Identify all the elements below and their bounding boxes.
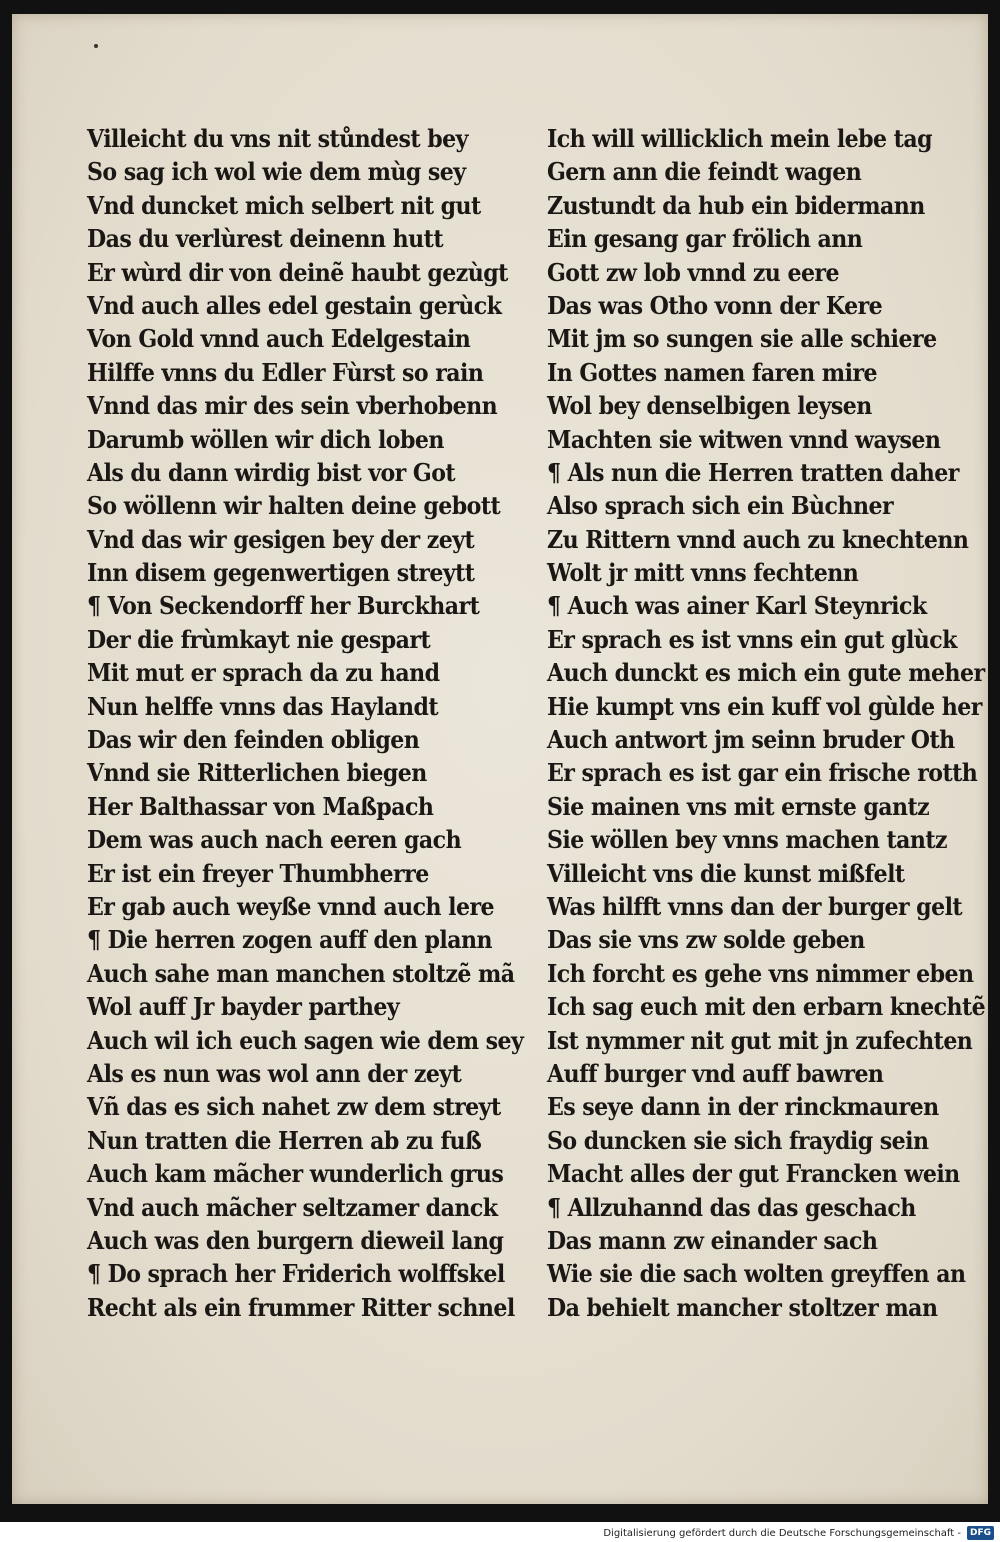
- text-line: Auch was den burgern dieweil lang: [87, 1225, 504, 1255]
- text-line: Vnnd das mir des sein vberhobenn: [87, 391, 498, 421]
- text-line: Das mann zw einander sach: [547, 1225, 878, 1255]
- text-line: ¶ Do sprach her Friderich wolffskel: [87, 1259, 505, 1289]
- text-line: Vnnd sie Ritterlichen biegen: [87, 758, 427, 788]
- text-line: Auch dunckt es mich ein gute meher: [547, 658, 985, 688]
- text-line: Auch kam mãcher wunderlich grus: [87, 1159, 504, 1189]
- text-line: Der die frùmkayt nie gespart: [87, 624, 431, 654]
- ink-speck: [94, 44, 98, 48]
- text-line: Von Gold vnnd auch Edelgestain: [87, 324, 471, 354]
- text-line: Mit mut er sprach da zu hand: [87, 658, 440, 688]
- text-line: Wolt jr mitt vnns fechtenn: [547, 558, 859, 588]
- text-line: Mit jm so sungen sie alle schiere: [547, 324, 937, 354]
- text-line: So wöllenn wir halten deine gebott: [87, 491, 501, 521]
- text-line: Vñ das es sich nahet zw dem streyt: [87, 1092, 501, 1122]
- text-line: Auff burger vnd auff bawren: [547, 1058, 884, 1088]
- text-line: Er sprach es ist gar ein frische rotth: [547, 758, 978, 788]
- text-line: Sie wöllen bey vnns machen tantz: [547, 825, 948, 855]
- text-line: Also sprach sich ein Bùchner: [547, 491, 894, 521]
- text-line: Was hilfft vnns dan der burger gelt: [547, 891, 963, 921]
- text-line: Ein gesang gar frölich ann: [547, 224, 863, 254]
- text-line: Machten sie witwen vnnd waysen: [547, 424, 941, 454]
- text-line: Sie mainen vns mit ernste gantz: [547, 791, 930, 821]
- text-line: In Gottes namen faren mire: [547, 357, 878, 387]
- text-line: Es seye dann in der rinckmauren: [547, 1092, 939, 1122]
- text-line: Da behielt mancher stoltzer man: [547, 1292, 938, 1322]
- text-line: Villeicht vns die kunst mißfelt: [547, 858, 905, 888]
- text-line: ¶ Als nun die Herren tratten daher: [547, 457, 959, 487]
- book-page: [12, 14, 988, 1504]
- text-line: Darumb wöllen wir dich loben: [87, 424, 444, 454]
- text-line: Ist nymmer nit gut mit jn zufechten: [547, 1025, 973, 1055]
- text-line: Her Balthassar von Maßpach: [87, 791, 434, 821]
- text-line: ¶ Allzuhannd das das geschach: [547, 1192, 916, 1222]
- text-line: Zu Rittern vnnd auch zu knechtenn: [547, 524, 969, 554]
- text-line: Nun helffe vnns das Haylandt: [87, 691, 439, 721]
- text-line: Wol bey denselbigen leysen: [547, 391, 872, 421]
- funding-credit: Digitalisierung gefördert durch die Deutsche Forschungsgemeinschaft -: [603, 1527, 961, 1539]
- text-line: Auch sahe man manchen stoltzẽ mã: [87, 958, 515, 988]
- text-line: Dem was auch nach eeren gach: [87, 825, 462, 855]
- text-line: Inn disem gegenwertigen streytt: [87, 558, 475, 588]
- text-line: Villeicht du vns nit stůndest bey: [87, 124, 468, 153]
- text-line: Das was Otho vonn der Kere: [547, 290, 883, 320]
- text-line: So sag ich wol wie dem mùg sey: [87, 157, 466, 187]
- right-text-column: [547, 122, 986, 1324]
- text-line: Hilffe vnns du Edler Fùrst so rain: [87, 357, 484, 387]
- text-line: Zustundt da hub ein bidermann: [547, 190, 925, 220]
- text-line: Auch wil ich euch sagen wie dem sey: [87, 1025, 524, 1055]
- text-line: Das wir den feinden obligen: [87, 725, 420, 755]
- text-line: Wie sie die sach wolten greyffen an: [547, 1259, 966, 1289]
- text-line: Er sprach es ist vnns ein gut glùck: [547, 624, 957, 654]
- text-line: Er wùrd dir von deinẽ haubt gezùgt: [87, 257, 508, 287]
- text-line: So duncken sie sich fraydig sein: [547, 1125, 929, 1155]
- text-line: Er ist ein freyer Thumbherre: [87, 858, 429, 888]
- text-line: Gern ann die feindt wagen: [547, 157, 862, 187]
- text-line: Auch antwort jm seinn bruder Oth: [547, 725, 955, 755]
- footer-bar: [0, 1524, 1000, 1542]
- text-line: Er gab auch weyße vnnd auch lere: [87, 891, 495, 921]
- text-line: ¶ Auch was ainer Karl Steynrick: [547, 591, 927, 621]
- text-line: ¶ Die herren zogen auff den plann: [87, 925, 492, 955]
- text-line: Recht als ein frummer Ritter schnel: [87, 1292, 515, 1322]
- text-line: Ich sag euch mit den erbarn knechtẽ: [547, 992, 986, 1022]
- text-line: Vnd duncket mich selbert nit gut: [87, 190, 481, 220]
- text-line: Vnd auch mãcher seltzamer danck: [87, 1192, 498, 1222]
- left-text-column: [87, 122, 527, 1324]
- text-line: Vnd auch alles edel gestain gerùck: [87, 290, 502, 320]
- text-line: Ich will willicklich mein lebe tag: [547, 124, 932, 153]
- text-line: Vnd das wir gesigen bey der zeyt: [87, 524, 475, 554]
- text-line: Nun tratten die Herren ab zu fuß: [87, 1125, 482, 1155]
- text-line: Wol auff Jr bayder parthey: [87, 992, 400, 1022]
- text-line: ¶ Von Seckendorff her Burckhart: [87, 591, 480, 621]
- text-line: Ich forcht es gehe vns nimmer eben: [547, 958, 974, 988]
- text-line: Gott zw lob vnnd zu eere: [547, 257, 840, 287]
- text-line: Macht alles der gut Francken wein: [547, 1159, 960, 1189]
- text-line: Hie kumpt vns ein kuff vol gùlde her: [547, 691, 982, 721]
- text-line: Das du verlùrest deinenn hutt: [87, 224, 443, 254]
- dfg-logo: DFG: [967, 1526, 994, 1540]
- text-line: Als es nun was wol ann der zeyt: [87, 1058, 462, 1088]
- text-line: Als du dann wirdig bist vor Got: [87, 457, 456, 487]
- text-line: Das sie vns zw solde geben: [547, 925, 865, 955]
